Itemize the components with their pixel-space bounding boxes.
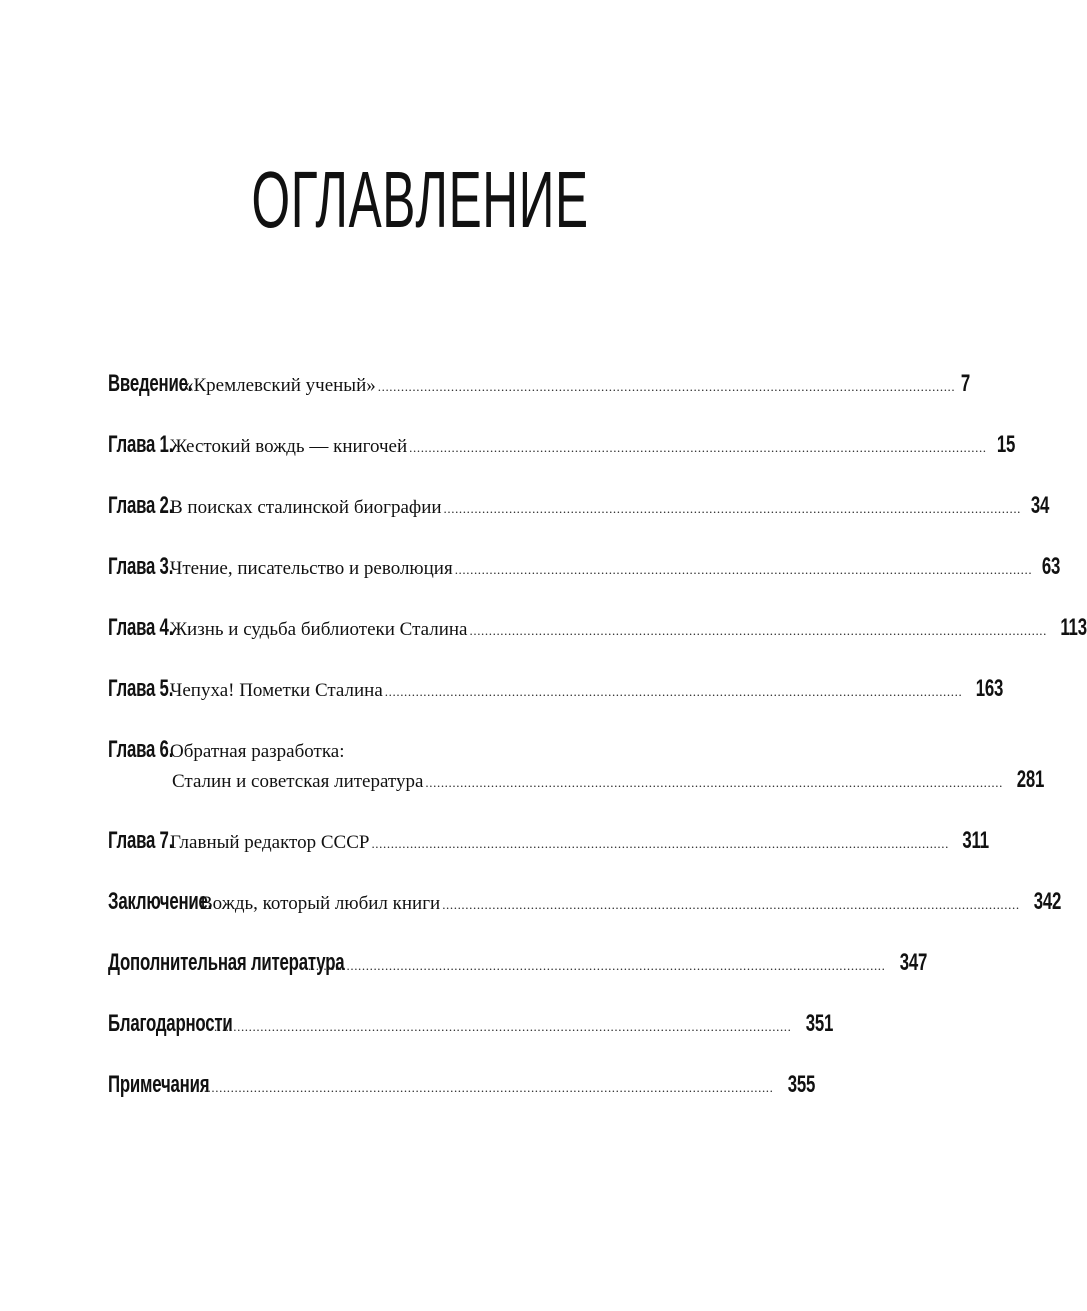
dot-leader: ...................................................................................................................................................... (443, 501, 1022, 516)
entry-page-number: 15 (996, 431, 1015, 458)
toc-entry-further-reading[interactable] (108, 949, 927, 981)
entry-page-number: 163 (976, 675, 1004, 702)
entry-page-number: 63 (1042, 553, 1061, 580)
entry-label: Глава 3. (108, 553, 174, 580)
entry-label: Глава 5. (108, 675, 174, 702)
entry-page-number: 7 (961, 370, 971, 397)
toc-entry-chapter-2[interactable] (108, 492, 1050, 524)
toc-entry-chapter-3[interactable] (108, 553, 1061, 585)
entry-page-number: 281 (1016, 766, 1045, 793)
entry-title: Главный редактор СССР (170, 832, 370, 853)
toc-entry-introduction[interactable] (108, 370, 971, 402)
dot-leader: ...................................................................................................................................................... (454, 562, 1033, 577)
dot-leader: ...................................................................................................................................................... (442, 897, 1020, 912)
dot-leader: ...................................................................................................................................................... (214, 1019, 792, 1034)
toc-entry-chapter-5[interactable] (108, 675, 1004, 707)
entry-label: Глава 6. (108, 736, 174, 763)
entry-page-number: 355 (787, 1071, 815, 1098)
entry-page-number: 311 (962, 827, 989, 854)
entry-page-number: 113 (1060, 614, 1087, 641)
dot-leader: ...................................................................................................................................................... (196, 1080, 774, 1095)
entry-title: Жестокий вождь — книгочей (170, 436, 408, 457)
entry-title: В поисках сталинской биографии (170, 497, 442, 518)
entry-label: Глава 4. (108, 614, 174, 641)
toc-entry-chapter-7[interactable] (108, 827, 989, 859)
entry-title: «Кремлевский ученый» (184, 375, 376, 396)
entry-label: Благодарности (108, 1010, 233, 1037)
dot-leader: ...................................................................................................................................................... (384, 684, 963, 699)
entry-page-number: 34 (1030, 492, 1050, 519)
entry-title: Чепуха! Пометки Сталина (170, 680, 383, 701)
toc-entry-conclusion[interactable] (108, 888, 1061, 920)
dot-leader: ...................................................................................................................................................... (377, 379, 956, 394)
dot-leader: ...................................................................................................................................................... (425, 775, 1003, 790)
dot-leader: ...................................................................................................................................................... (409, 440, 987, 455)
dot-leader: ...................................................................................................................................................... (469, 623, 1047, 638)
entry-label: Введение. (108, 370, 193, 397)
entry-label: Глава 2. (108, 492, 174, 519)
toc-entry-chapter-4[interactable] (108, 614, 1087, 646)
entry-label: Глава 7. (108, 827, 174, 854)
entry-title: Чтение, писательство и революция (170, 558, 453, 579)
entry-label: Заключение. (108, 888, 213, 915)
toc-entry-chapter-1[interactable] (108, 431, 1015, 463)
dot-leader: ...................................................................................................................................................... (371, 836, 949, 851)
entry-page-number: 347 (899, 949, 927, 976)
entry-title: Вождь, который любил книги (200, 893, 441, 914)
entry-label: Дополнительная литература (108, 949, 345, 976)
entry-title: Жизнь и судьба библиотеки Сталина (170, 619, 468, 640)
entry-label: Глава 1. (108, 431, 174, 458)
toc-entry-chapter-6[interactable] (108, 736, 1045, 798)
entry-title-line-2: Сталин и советская литература (172, 771, 424, 792)
entry-page-number: 351 (805, 1010, 833, 1037)
page-title: ОГЛАВЛЕНИЕ (251, 155, 589, 244)
dot-leader: ...................................................................................................................................................... (308, 958, 886, 973)
entry-page-number: 342 (1033, 888, 1061, 915)
toc-entry-acknowledgements[interactable] (108, 1010, 833, 1042)
entry-title-line-1: Обратная разработка: (170, 741, 345, 762)
entry-label: Примечания (108, 1071, 210, 1098)
toc-entry-notes[interactable] (108, 1071, 815, 1103)
